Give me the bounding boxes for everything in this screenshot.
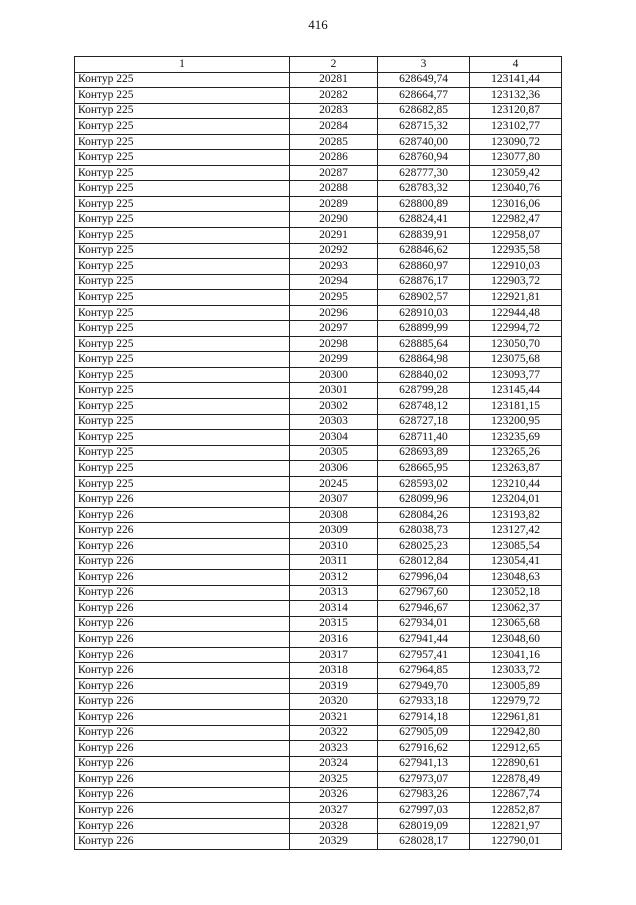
x-coordinate-cell: 628860,97 <box>378 259 470 275</box>
contour-name-cell: Контур 226 <box>75 616 290 632</box>
y-coordinate-cell: 123120,87 <box>470 103 562 119</box>
contour-name-cell: Контур 225 <box>75 414 290 430</box>
x-coordinate-cell: 628910,03 <box>378 305 470 321</box>
contour-name-cell: Контур 226 <box>75 601 290 617</box>
table-row <box>75 741 562 757</box>
y-coordinate-cell: 123054,41 <box>470 554 562 570</box>
contour-name-cell: Контур 226 <box>75 585 290 601</box>
y-coordinate-cell: 123062,37 <box>470 601 562 617</box>
table-row <box>75 523 562 539</box>
point-number-cell: 20326 <box>290 787 378 803</box>
table-row <box>75 818 562 834</box>
x-coordinate-cell: 627973,07 <box>378 772 470 788</box>
contour-name-cell: Контур 226 <box>75 818 290 834</box>
contour-name-cell: Контур 226 <box>75 756 290 772</box>
table-row <box>75 352 562 368</box>
x-coordinate-cell: 627983,26 <box>378 787 470 803</box>
y-coordinate-cell: 122821,97 <box>470 818 562 834</box>
point-number-cell: 20306 <box>290 461 378 477</box>
y-coordinate-cell: 122903,72 <box>470 274 562 290</box>
table-row <box>75 150 562 166</box>
table-row <box>75 88 562 104</box>
y-coordinate-cell: 123132,36 <box>470 88 562 104</box>
x-coordinate-cell: 627941,13 <box>378 756 470 772</box>
point-number-cell: 20328 <box>290 818 378 834</box>
point-number-cell: 20316 <box>290 632 378 648</box>
y-coordinate-cell: 122935,58 <box>470 243 562 259</box>
x-coordinate-cell: 628839,91 <box>378 228 470 244</box>
y-coordinate-cell: 123265,26 <box>470 445 562 461</box>
point-number-cell: 20290 <box>290 212 378 228</box>
point-number-cell: 20317 <box>290 647 378 663</box>
contour-name-cell: Контур 226 <box>75 492 290 508</box>
contour-name-cell: Контур 226 <box>75 507 290 523</box>
contour-name-cell: Контур 225 <box>75 336 290 352</box>
y-coordinate-cell: 123048,63 <box>470 570 562 586</box>
point-number-cell: 20294 <box>290 274 378 290</box>
x-coordinate-cell: 628783,32 <box>378 181 470 197</box>
point-number-cell: 20295 <box>290 290 378 306</box>
x-coordinate-cell: 628099,96 <box>378 492 470 508</box>
y-coordinate-cell: 122790,01 <box>470 834 562 850</box>
contour-name-cell: Контур 226 <box>75 632 290 648</box>
table-row <box>75 414 562 430</box>
table-row <box>75 134 562 150</box>
point-number-cell: 20315 <box>290 616 378 632</box>
x-coordinate-cell: 627914,18 <box>378 709 470 725</box>
contour-name-cell: Контур 225 <box>75 383 290 399</box>
x-coordinate-cell: 627933,18 <box>378 694 470 710</box>
contour-name-cell: Контур 225 <box>75 445 290 461</box>
table-row <box>75 709 562 725</box>
x-coordinate-cell: 628019,09 <box>378 818 470 834</box>
contour-name-cell: Контур 225 <box>75 196 290 212</box>
x-coordinate-cell: 627934,01 <box>378 616 470 632</box>
y-coordinate-cell: 123040,76 <box>470 181 562 197</box>
point-number-cell: 20292 <box>290 243 378 259</box>
point-number-cell: 20319 <box>290 678 378 694</box>
header-row <box>75 57 562 73</box>
y-coordinate-cell: 123090,72 <box>470 134 562 150</box>
x-coordinate-cell: 628799,28 <box>378 383 470 399</box>
x-coordinate-cell: 627949,70 <box>378 678 470 694</box>
contour-name-cell: Контур 225 <box>75 259 290 275</box>
point-number-cell: 20286 <box>290 150 378 166</box>
point-number-cell: 20296 <box>290 305 378 321</box>
x-coordinate-cell: 628840,02 <box>378 367 470 383</box>
table-row <box>75 476 562 492</box>
coordinates-table <box>74 56 562 850</box>
point-number-cell: 20287 <box>290 165 378 181</box>
x-coordinate-cell: 627957,41 <box>378 647 470 663</box>
x-coordinate-cell: 628899,99 <box>378 321 470 337</box>
point-number-cell: 20318 <box>290 663 378 679</box>
y-coordinate-cell: 122942,80 <box>470 725 562 741</box>
x-coordinate-cell: 628885,64 <box>378 336 470 352</box>
table-row <box>75 787 562 803</box>
y-coordinate-cell: 122890,61 <box>470 756 562 772</box>
x-coordinate-cell: 628682,85 <box>378 103 470 119</box>
y-coordinate-cell: 123141,44 <box>470 72 562 88</box>
x-coordinate-cell: 628664,77 <box>378 88 470 104</box>
x-coordinate-cell: 627967,60 <box>378 585 470 601</box>
y-coordinate-cell: 123193,82 <box>470 507 562 523</box>
table-row <box>75 212 562 228</box>
point-number-cell: 20304 <box>290 430 378 446</box>
contour-name-cell: Контур 225 <box>75 72 290 88</box>
table-row <box>75 305 562 321</box>
table-row <box>75 756 562 772</box>
table-row <box>75 538 562 554</box>
y-coordinate-cell: 123145,44 <box>470 383 562 399</box>
table-row <box>75 72 562 88</box>
point-number-cell: 20308 <box>290 507 378 523</box>
contour-name-cell: Контур 226 <box>75 725 290 741</box>
table-row <box>75 103 562 119</box>
x-coordinate-cell: 628760,94 <box>378 150 470 166</box>
y-coordinate-cell: 123048,60 <box>470 632 562 648</box>
table-row <box>75 165 562 181</box>
contour-name-cell: Контур 225 <box>75 290 290 306</box>
table-row <box>75 383 562 399</box>
point-number-cell: 20297 <box>290 321 378 337</box>
table-row <box>75 585 562 601</box>
y-coordinate-cell: 123041,16 <box>470 647 562 663</box>
table-row <box>75 507 562 523</box>
contour-name-cell: Контур 225 <box>75 274 290 290</box>
y-coordinate-cell: 123102,77 <box>470 119 562 135</box>
point-number-cell: 20299 <box>290 352 378 368</box>
y-coordinate-cell: 123077,80 <box>470 150 562 166</box>
x-coordinate-cell: 628777,30 <box>378 165 470 181</box>
y-coordinate-cell: 123093,77 <box>470 367 562 383</box>
table-row <box>75 601 562 617</box>
contour-name-cell: Контур 225 <box>75 352 290 368</box>
x-coordinate-cell: 628012,84 <box>378 554 470 570</box>
y-coordinate-cell: 123052,18 <box>470 585 562 601</box>
contour-name-cell: Контур 226 <box>75 570 290 586</box>
y-coordinate-cell: 123065,68 <box>470 616 562 632</box>
table-row <box>75 430 562 446</box>
contour-name-cell: Контур 225 <box>75 119 290 135</box>
table-row <box>75 274 562 290</box>
point-number-cell: 20288 <box>290 181 378 197</box>
x-coordinate-cell: 628038,73 <box>378 523 470 539</box>
y-coordinate-cell: 123204,01 <box>470 492 562 508</box>
y-coordinate-cell: 123200,95 <box>470 414 562 430</box>
y-coordinate-cell: 122912,65 <box>470 741 562 757</box>
y-coordinate-cell: 122994,72 <box>470 321 562 337</box>
point-number-cell: 20329 <box>290 834 378 850</box>
y-coordinate-cell: 123050,70 <box>470 336 562 352</box>
table-row <box>75 119 562 135</box>
x-coordinate-cell: 628748,12 <box>378 399 470 415</box>
point-number-cell: 20293 <box>290 259 378 275</box>
point-number-cell: 20321 <box>290 709 378 725</box>
point-number-cell: 20325 <box>290 772 378 788</box>
x-coordinate-cell: 628649,74 <box>378 72 470 88</box>
point-number-cell: 20303 <box>290 414 378 430</box>
x-coordinate-cell: 628800,89 <box>378 196 470 212</box>
y-coordinate-cell: 122982,47 <box>470 212 562 228</box>
table-row <box>75 725 562 741</box>
y-coordinate-cell: 123181,15 <box>470 399 562 415</box>
y-coordinate-cell: 122979,72 <box>470 694 562 710</box>
contour-name-cell: Контур 225 <box>75 228 290 244</box>
table-row <box>75 259 562 275</box>
header-col-1: 1 <box>75 57 290 73</box>
contour-name-cell: Контур 226 <box>75 834 290 850</box>
contour-name-cell: Контур 225 <box>75 399 290 415</box>
contour-name-cell: Контур 225 <box>75 165 290 181</box>
x-coordinate-cell: 628727,18 <box>378 414 470 430</box>
point-number-cell: 20327 <box>290 803 378 819</box>
contour-name-cell: Контур 225 <box>75 305 290 321</box>
table-header <box>75 57 562 73</box>
x-coordinate-cell: 628715,32 <box>378 119 470 135</box>
table-body <box>75 72 562 849</box>
table-row <box>75 290 562 306</box>
point-number-cell: 20307 <box>290 492 378 508</box>
x-coordinate-cell: 628025,23 <box>378 538 470 554</box>
y-coordinate-cell: 122852,87 <box>470 803 562 819</box>
point-number-cell: 20323 <box>290 741 378 757</box>
contour-name-cell: Контур 225 <box>75 461 290 477</box>
point-number-cell: 20302 <box>290 399 378 415</box>
point-number-cell: 20291 <box>290 228 378 244</box>
header-col-3: 3 <box>378 57 470 73</box>
point-number-cell: 20324 <box>290 756 378 772</box>
table-row <box>75 181 562 197</box>
x-coordinate-cell: 628711,40 <box>378 430 470 446</box>
x-coordinate-cell: 628902,57 <box>378 290 470 306</box>
point-number-cell: 20309 <box>290 523 378 539</box>
y-coordinate-cell: 123059,42 <box>470 165 562 181</box>
table-row <box>75 336 562 352</box>
point-number-cell: 20310 <box>290 538 378 554</box>
page-number: 416 <box>308 17 328 32</box>
point-number-cell: 20283 <box>290 103 378 119</box>
point-number-cell: 20313 <box>290 585 378 601</box>
contour-name-cell: Контур 225 <box>75 212 290 228</box>
x-coordinate-cell: 628028,17 <box>378 834 470 850</box>
point-number-cell: 20298 <box>290 336 378 352</box>
x-coordinate-cell: 628740,00 <box>378 134 470 150</box>
table-row <box>75 196 562 212</box>
table-row <box>75 647 562 663</box>
point-number-cell: 20300 <box>290 367 378 383</box>
table-row <box>75 445 562 461</box>
point-number-cell: 20282 <box>290 88 378 104</box>
contour-name-cell: Контур 226 <box>75 647 290 663</box>
contour-name-cell: Контур 225 <box>75 134 290 150</box>
contour-name-cell: Контур 226 <box>75 554 290 570</box>
x-coordinate-cell: 628846,62 <box>378 243 470 259</box>
table-row <box>75 803 562 819</box>
point-number-cell: 20245 <box>290 476 378 492</box>
contour-name-cell: Контур 226 <box>75 523 290 539</box>
contour-name-cell: Контур 226 <box>75 787 290 803</box>
contour-name-cell: Контур 226 <box>75 538 290 554</box>
x-coordinate-cell: 628665,95 <box>378 461 470 477</box>
point-number-cell: 20314 <box>290 601 378 617</box>
y-coordinate-cell: 122921,81 <box>470 290 562 306</box>
contour-name-cell: Контур 225 <box>75 321 290 337</box>
table-row <box>75 492 562 508</box>
table-row <box>75 367 562 383</box>
x-coordinate-cell: 628593,02 <box>378 476 470 492</box>
table-row <box>75 321 562 337</box>
contour-name-cell: Контур 225 <box>75 243 290 259</box>
y-coordinate-cell: 123263,87 <box>470 461 562 477</box>
y-coordinate-cell: 122961,81 <box>470 709 562 725</box>
x-coordinate-cell: 628864,98 <box>378 352 470 368</box>
x-coordinate-cell: 627996,04 <box>378 570 470 586</box>
table-row <box>75 632 562 648</box>
x-coordinate-cell: 628084,26 <box>378 507 470 523</box>
table-row <box>75 399 562 415</box>
x-coordinate-cell: 627905,09 <box>378 725 470 741</box>
x-coordinate-cell: 627941,44 <box>378 632 470 648</box>
table-row <box>75 570 562 586</box>
contour-name-cell: Контур 225 <box>75 88 290 104</box>
contour-name-cell: Контур 226 <box>75 678 290 694</box>
point-number-cell: 20322 <box>290 725 378 741</box>
contour-name-cell: Контур 225 <box>75 367 290 383</box>
y-coordinate-cell: 123033,72 <box>470 663 562 679</box>
contour-name-cell: Контур 226 <box>75 772 290 788</box>
x-coordinate-cell: 627916,62 <box>378 741 470 757</box>
contour-name-cell: Контур 226 <box>75 803 290 819</box>
y-coordinate-cell: 123127,42 <box>470 523 562 539</box>
contour-name-cell: Контур 225 <box>75 476 290 492</box>
x-coordinate-cell: 628693,89 <box>378 445 470 461</box>
table-row <box>75 616 562 632</box>
y-coordinate-cell: 122867,74 <box>470 787 562 803</box>
table-row <box>75 772 562 788</box>
point-number-cell: 20312 <box>290 570 378 586</box>
contour-name-cell: Контур 226 <box>75 694 290 710</box>
x-coordinate-cell: 627964,85 <box>378 663 470 679</box>
point-number-cell: 20301 <box>290 383 378 399</box>
y-coordinate-cell: 122958,07 <box>470 228 562 244</box>
table-row <box>75 554 562 570</box>
point-number-cell: 20305 <box>290 445 378 461</box>
point-number-cell: 20289 <box>290 196 378 212</box>
y-coordinate-cell: 122878,49 <box>470 772 562 788</box>
x-coordinate-cell: 628824,41 <box>378 212 470 228</box>
contour-name-cell: Контур 225 <box>75 430 290 446</box>
header-col-2: 2 <box>290 57 378 73</box>
table-row <box>75 228 562 244</box>
header-col-4: 4 <box>470 57 562 73</box>
y-coordinate-cell: 123016,06 <box>470 196 562 212</box>
contour-name-cell: Контур 225 <box>75 103 290 119</box>
point-number-cell: 20281 <box>290 72 378 88</box>
table-row <box>75 694 562 710</box>
x-coordinate-cell: 627997,03 <box>378 803 470 819</box>
y-coordinate-cell: 123005,89 <box>470 678 562 694</box>
contour-name-cell: Контур 226 <box>75 663 290 679</box>
y-coordinate-cell: 123075,68 <box>470 352 562 368</box>
y-coordinate-cell: 123210,44 <box>470 476 562 492</box>
table-row <box>75 834 562 850</box>
y-coordinate-cell: 122944,48 <box>470 305 562 321</box>
y-coordinate-cell: 123235,69 <box>470 430 562 446</box>
y-coordinate-cell: 122910,03 <box>470 259 562 275</box>
contour-name-cell: Контур 225 <box>75 181 290 197</box>
table-row <box>75 663 562 679</box>
contour-name-cell: Контур 225 <box>75 150 290 166</box>
contour-name-cell: Контур 226 <box>75 709 290 725</box>
x-coordinate-cell: 627946,67 <box>378 601 470 617</box>
table-row <box>75 678 562 694</box>
y-coordinate-cell: 123085,54 <box>470 538 562 554</box>
table-row <box>75 461 562 477</box>
contour-name-cell: Контур 226 <box>75 741 290 757</box>
point-number-cell: 20285 <box>290 134 378 150</box>
point-number-cell: 20320 <box>290 694 378 710</box>
point-number-cell: 20284 <box>290 119 378 135</box>
x-coordinate-cell: 628876,17 <box>378 274 470 290</box>
point-number-cell: 20311 <box>290 554 378 570</box>
table-row <box>75 243 562 259</box>
